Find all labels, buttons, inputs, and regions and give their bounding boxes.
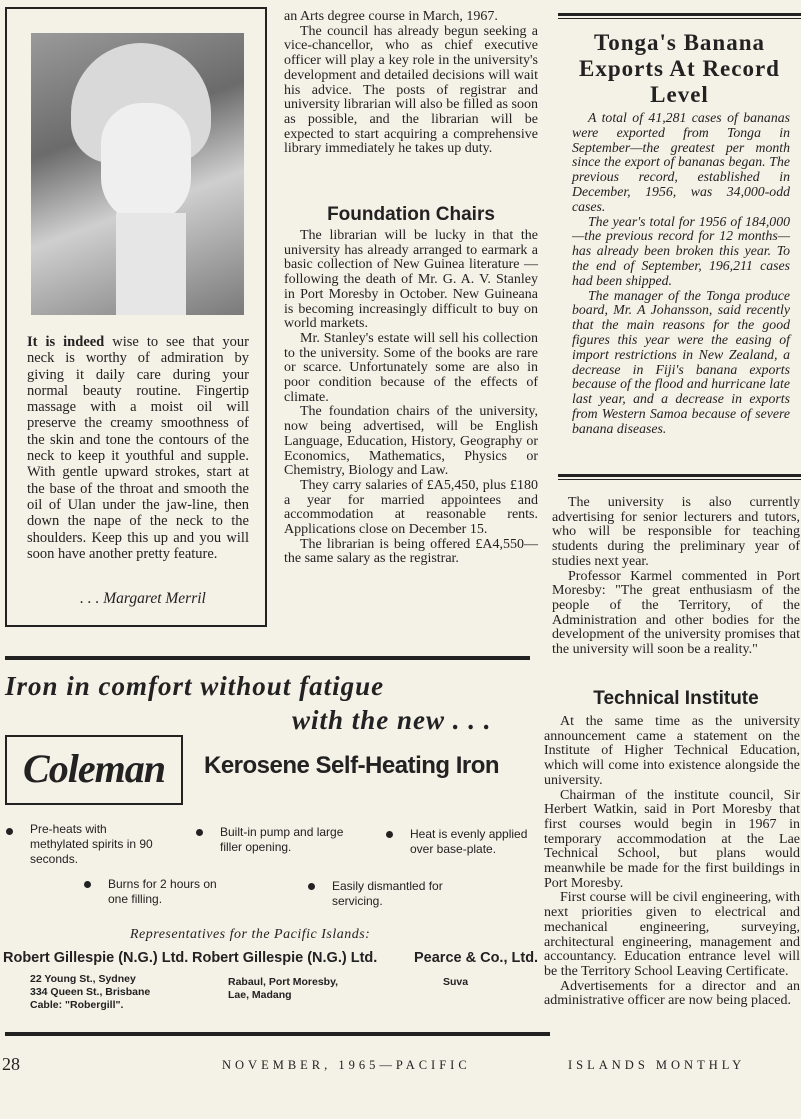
right-p1: The university is also currently advertising for senior lecturers and tutors, who will be responsible for teaching students during the preliminary year of studies next year. bbox=[552, 495, 800, 569]
bullet-icon bbox=[84, 881, 91, 888]
tonga-title: Tonga's Banana Exports At Record Level bbox=[579, 30, 780, 107]
company-3: Pearce & Co., Ltd. bbox=[414, 950, 539, 966]
tonga-bottom-rule-thin bbox=[558, 479, 801, 480]
university-p7: The librarian is being offered £A4,550—the same salary as the registrar. bbox=[284, 536, 538, 567]
foundation-column bbox=[284, 229, 538, 567]
ad-feature-2: Built-in pump and large filler opening. bbox=[220, 825, 344, 854]
ad-product-name: Kerosene Self-Heating Iron bbox=[204, 752, 500, 779]
technical-institute-heading: Technical Institute bbox=[593, 688, 759, 709]
company-1: Robert Gillespie (N.G.) Ltd. bbox=[3, 950, 189, 966]
bullet-icon bbox=[386, 831, 393, 838]
footer-right: ISLANDS MONTHLY bbox=[568, 1058, 746, 1072]
foundation-chairs-heading: Foundation Chairs bbox=[327, 204, 495, 225]
ad-bottom-rule bbox=[5, 1032, 550, 1036]
ad-headline-2: with the new . . . bbox=[292, 705, 492, 735]
bullet-icon bbox=[6, 828, 13, 835]
tonga-p2: The year's total for 1956 of 184,000—the previous record for 12 months—has already been broken this year. To the end of September, 196,211 cases had been shipped. bbox=[572, 213, 790, 288]
university-p5: The foundation chairs of the university, now being advertised, will be English Language, Education, History, Geography or Economics, Mathematics, Physics or Chemistry, Biology and Law. bbox=[284, 404, 538, 479]
tonga-article bbox=[572, 111, 790, 437]
ad-headline-1: Iron in comfort without fatigue bbox=[5, 671, 385, 701]
right-p2: Professor Karmel commented in Port Moresby: "The great enthusiasm of the people of the Territory, of the Administration and other bodies for the development of the university promises that the university will soon be a reality." bbox=[552, 568, 800, 658]
right-column-top bbox=[552, 496, 800, 658]
university-p1: an Arts degree course in March, 1967. bbox=[284, 9, 498, 24]
university-p3: The librarian will be lucky in that the university has already arranged to earmark a basic collection of New Guinea literature — following the death of Mr. G. A. V. Stanley in Port Moresby in October. New Guineana is becoming increasingly difficult to buy on world markets. bbox=[284, 228, 538, 332]
coleman-logo: Coleman bbox=[5, 735, 183, 805]
university-p2: The council has already begun seeking a vice-chancellor, who as chief executive officer will play a key role in the university's development and detailed decisions will wait his advice. The posts of registrar and university librarian will also be filled as soon as possible, and the librarian will be expected to start acquiring a comprehensive library immediately he takes up duty. bbox=[284, 23, 538, 157]
tonga-top-rule bbox=[558, 13, 801, 16]
ad-representatives: Representatives for the Pacific Islands: bbox=[130, 927, 371, 942]
right-p3: At the same time as the university announcement came a statement on the Institute of Higher Technical Education, which will come into existence alongside the university. bbox=[544, 714, 800, 788]
bullet-icon bbox=[308, 883, 315, 890]
ad-top-rule bbox=[5, 656, 530, 660]
tonga-p3: The manager of the Tonga produce board, Mr. A Johansson, said recently that the main reasons for the good figures this year were the easing of import restrictions in New Zealand, a decrease in Fiji's banana exports because of the flood and hurricane late last year, and a decrease in exports from Western Samoa because of severe banana diseases. bbox=[572, 287, 790, 436]
company-2: Robert Gillespie (N.G.) Ltd. bbox=[192, 950, 378, 966]
ad-feature-3: Heat is evenly applied over base-plate. bbox=[410, 827, 528, 856]
right-p6: Advertisements for a director and an administrative officer are now being placed. bbox=[544, 978, 800, 1009]
university-column bbox=[284, 10, 538, 157]
right-p5: First course will be civil engineering, with next priorities given to electrical and mechanical engineering, surveying, architectural engineering, management and accountancy. Education entrance level will be the Territory School Leaving Certificate. bbox=[544, 890, 800, 979]
ad-feature-4: Burns for 2 hours on one filling. bbox=[108, 877, 217, 906]
portrait-photo bbox=[31, 33, 244, 315]
company-3-address: Suva bbox=[443, 976, 469, 988]
bullet-icon bbox=[196, 829, 203, 836]
beauty-signature: . . . Margaret Merril bbox=[80, 590, 206, 607]
ad-feature-1: Pre-heats with methylated spirits in 90 seconds. bbox=[30, 822, 153, 866]
tonga-bottom-rule bbox=[558, 474, 801, 477]
page-number: 28 bbox=[2, 1054, 20, 1074]
university-p6: They carry salaries of £A5,450, plus £180 a year for married appointees and accommodation at reasonable rents. Applications close on December 15. bbox=[284, 477, 538, 538]
university-p4: Mr. Stanley's estate will sell his collection to the university. Some of the books are rare or scarce. Unfortunately some are also in poor condition because of the effects of climate. bbox=[284, 330, 538, 405]
right-p4: Chairman of the institute council, Sir Herbert Watkin, said in Port Moresby that first courses would begin in 1967 in temporary accommodation at the Lae Technical School, but plans would meanwhile be made for the first buildings in Port Moresby. bbox=[544, 787, 800, 891]
beauty-text: It is indeed wise to see that your neck is worthy of admiration by giving it daily care during your normal beauty routine. Fingertip massage with a moist oil will preserve the creamy smoothness of the skin and tone the contours of the neck to keep it youthful and supple. With gentle upward strokes, start at the base of the throat and smooth the oil of Ulan under the jaw-line, then down the nape of the neck to the shoulders. Keep this up and you will soon have another pretty feature. bbox=[27, 334, 249, 562]
company-1-address: 22 Young St., Sydney 334 Queen St., Brisbane Cable: "Robergill". bbox=[30, 973, 151, 1011]
company-2-address: Rabaul, Port Moresby, Lae, Madang bbox=[228, 976, 339, 1001]
ad-feature-5: Easily dismantled for servicing. bbox=[332, 879, 443, 908]
tonga-p1: A total of 41,281 cases of bananas were exported from Tonga in September—the greatest per month since the export of bananas began. The previous record, established in December, 1956, was 34,000-odd cases. bbox=[572, 110, 790, 214]
right-column-bottom bbox=[544, 715, 800, 1009]
footer-left: NOVEMBER, 1965—PACIFIC bbox=[222, 1058, 471, 1072]
tonga-top-rule-thin bbox=[558, 18, 801, 19]
